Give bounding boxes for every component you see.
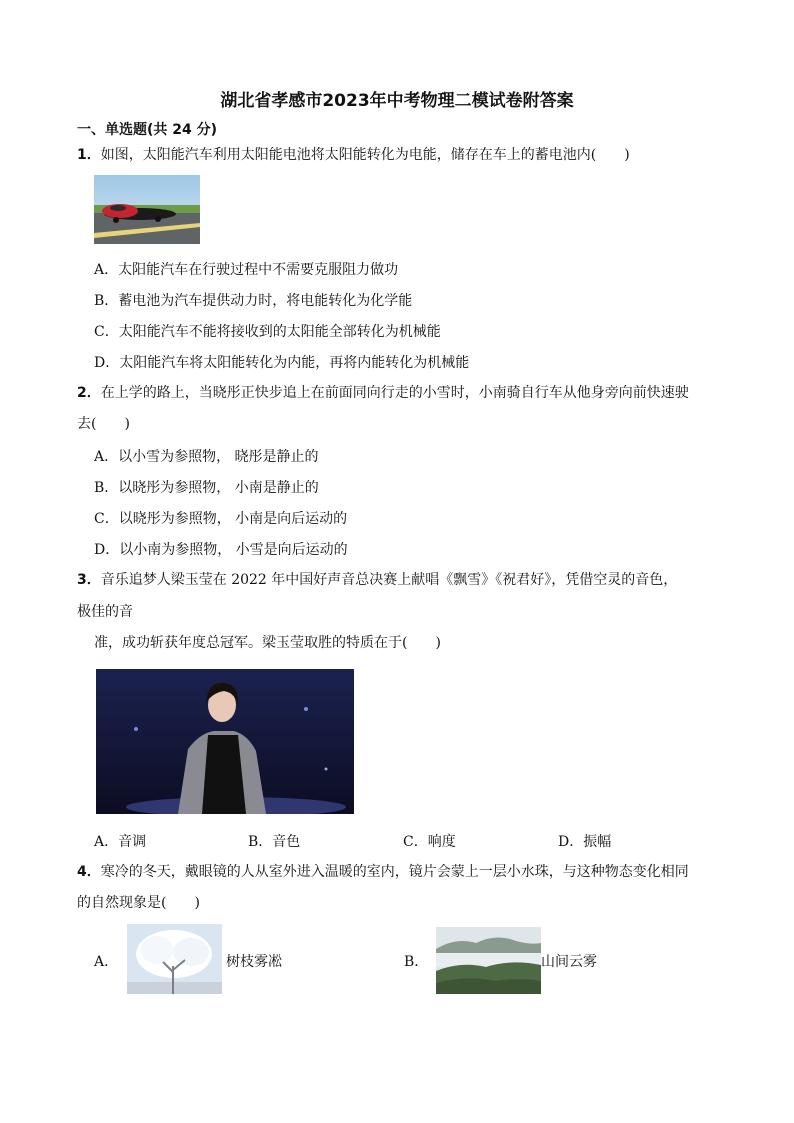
q2-option-d: D．以小南为参照物， 小雪是向后运动的 <box>94 542 348 558</box>
section-heading: 一、单选题(共 24 分) <box>77 122 218 138</box>
question-text: 如图，太阳能汽车利用太阳能电池将太阳能转化为电能，储存在车上的蓄电池内( ) <box>100 147 630 163</box>
q2-option-b: B．以晓彤为参照物， 小南是静止的 <box>94 480 319 496</box>
q2-option-c: C．以晓彤为参照物， 小南是向后运动的 <box>94 511 348 527</box>
q4-option-b-letter: B． <box>404 954 429 970</box>
q1-option-b: B．蓄电池为汽车提供动力时，将电能转化为化学能 <box>94 293 413 309</box>
q3-option-b: B．音色 <box>248 834 301 850</box>
question-text: 在上学的路上，当晓彤正快步追上在前面同向行走的小雪时，小南骑自行车从他身旁向前快速驶 <box>100 385 689 401</box>
question-text: 寒冷的冬天，戴眼镜的人从室外进入温暖的室内，镜片会蒙上一层小水珠，与这种物态变化相同 <box>100 864 689 880</box>
q1-option-d: D．太阳能汽车将太阳能转化为内能，再将内能转化为机械能 <box>94 355 470 371</box>
q3-option-c: C．响度 <box>403 834 456 850</box>
rime-tree-image <box>127 924 222 994</box>
q1-option-c: C．太阳能汽车不能将接收到的太阳能全部转化为机械能 <box>94 324 441 340</box>
question-4-line-2: 的自然现象是( ) <box>77 895 200 911</box>
question-text: 音乐追梦人梁玉莹在 2022 年中国好声音总决赛上献唱《飘雪》《祝君好》，凭借空灵的音色， <box>100 572 678 588</box>
solar-car-image <box>94 175 200 244</box>
question-number: 1． <box>77 147 101 163</box>
question-3-line-1 <box>77 570 677 590</box>
question-number: 2． <box>77 385 101 401</box>
question-2-line-1 <box>77 383 689 403</box>
q2-option-a: A．以小雪为参照物， 晓彤是静止的 <box>94 449 319 465</box>
question-2-line-2: 去( ) <box>77 416 130 432</box>
singer-photo <box>96 669 354 814</box>
q3-option-d: D．振幅 <box>558 834 612 850</box>
question-number: 4． <box>77 864 101 880</box>
q1-option-a: A．太阳能汽车在行驶过程中不需要克服阻力做功 <box>94 262 399 278</box>
question-4-line-1 <box>77 862 689 882</box>
document-title: 湖北省孝感市2023年中考物理二模试卷附答案 <box>220 91 574 111</box>
q4-option-b-label: 山间云雾 <box>541 954 597 970</box>
question-3-line-2: 极佳的音 <box>77 604 133 620</box>
q4-option-a-letter: A． <box>94 954 119 970</box>
q4-option-a-label: 树枝雾凇 <box>226 954 282 970</box>
mountain-mist-image <box>436 927 541 994</box>
question-number: 3． <box>77 572 101 588</box>
q3-option-a: A．音调 <box>94 834 147 850</box>
question-1 <box>77 145 630 165</box>
question-3-line-3: 准，成功斩获年度总冠军。梁玉莹取胜的特质在于( ) <box>94 635 441 651</box>
